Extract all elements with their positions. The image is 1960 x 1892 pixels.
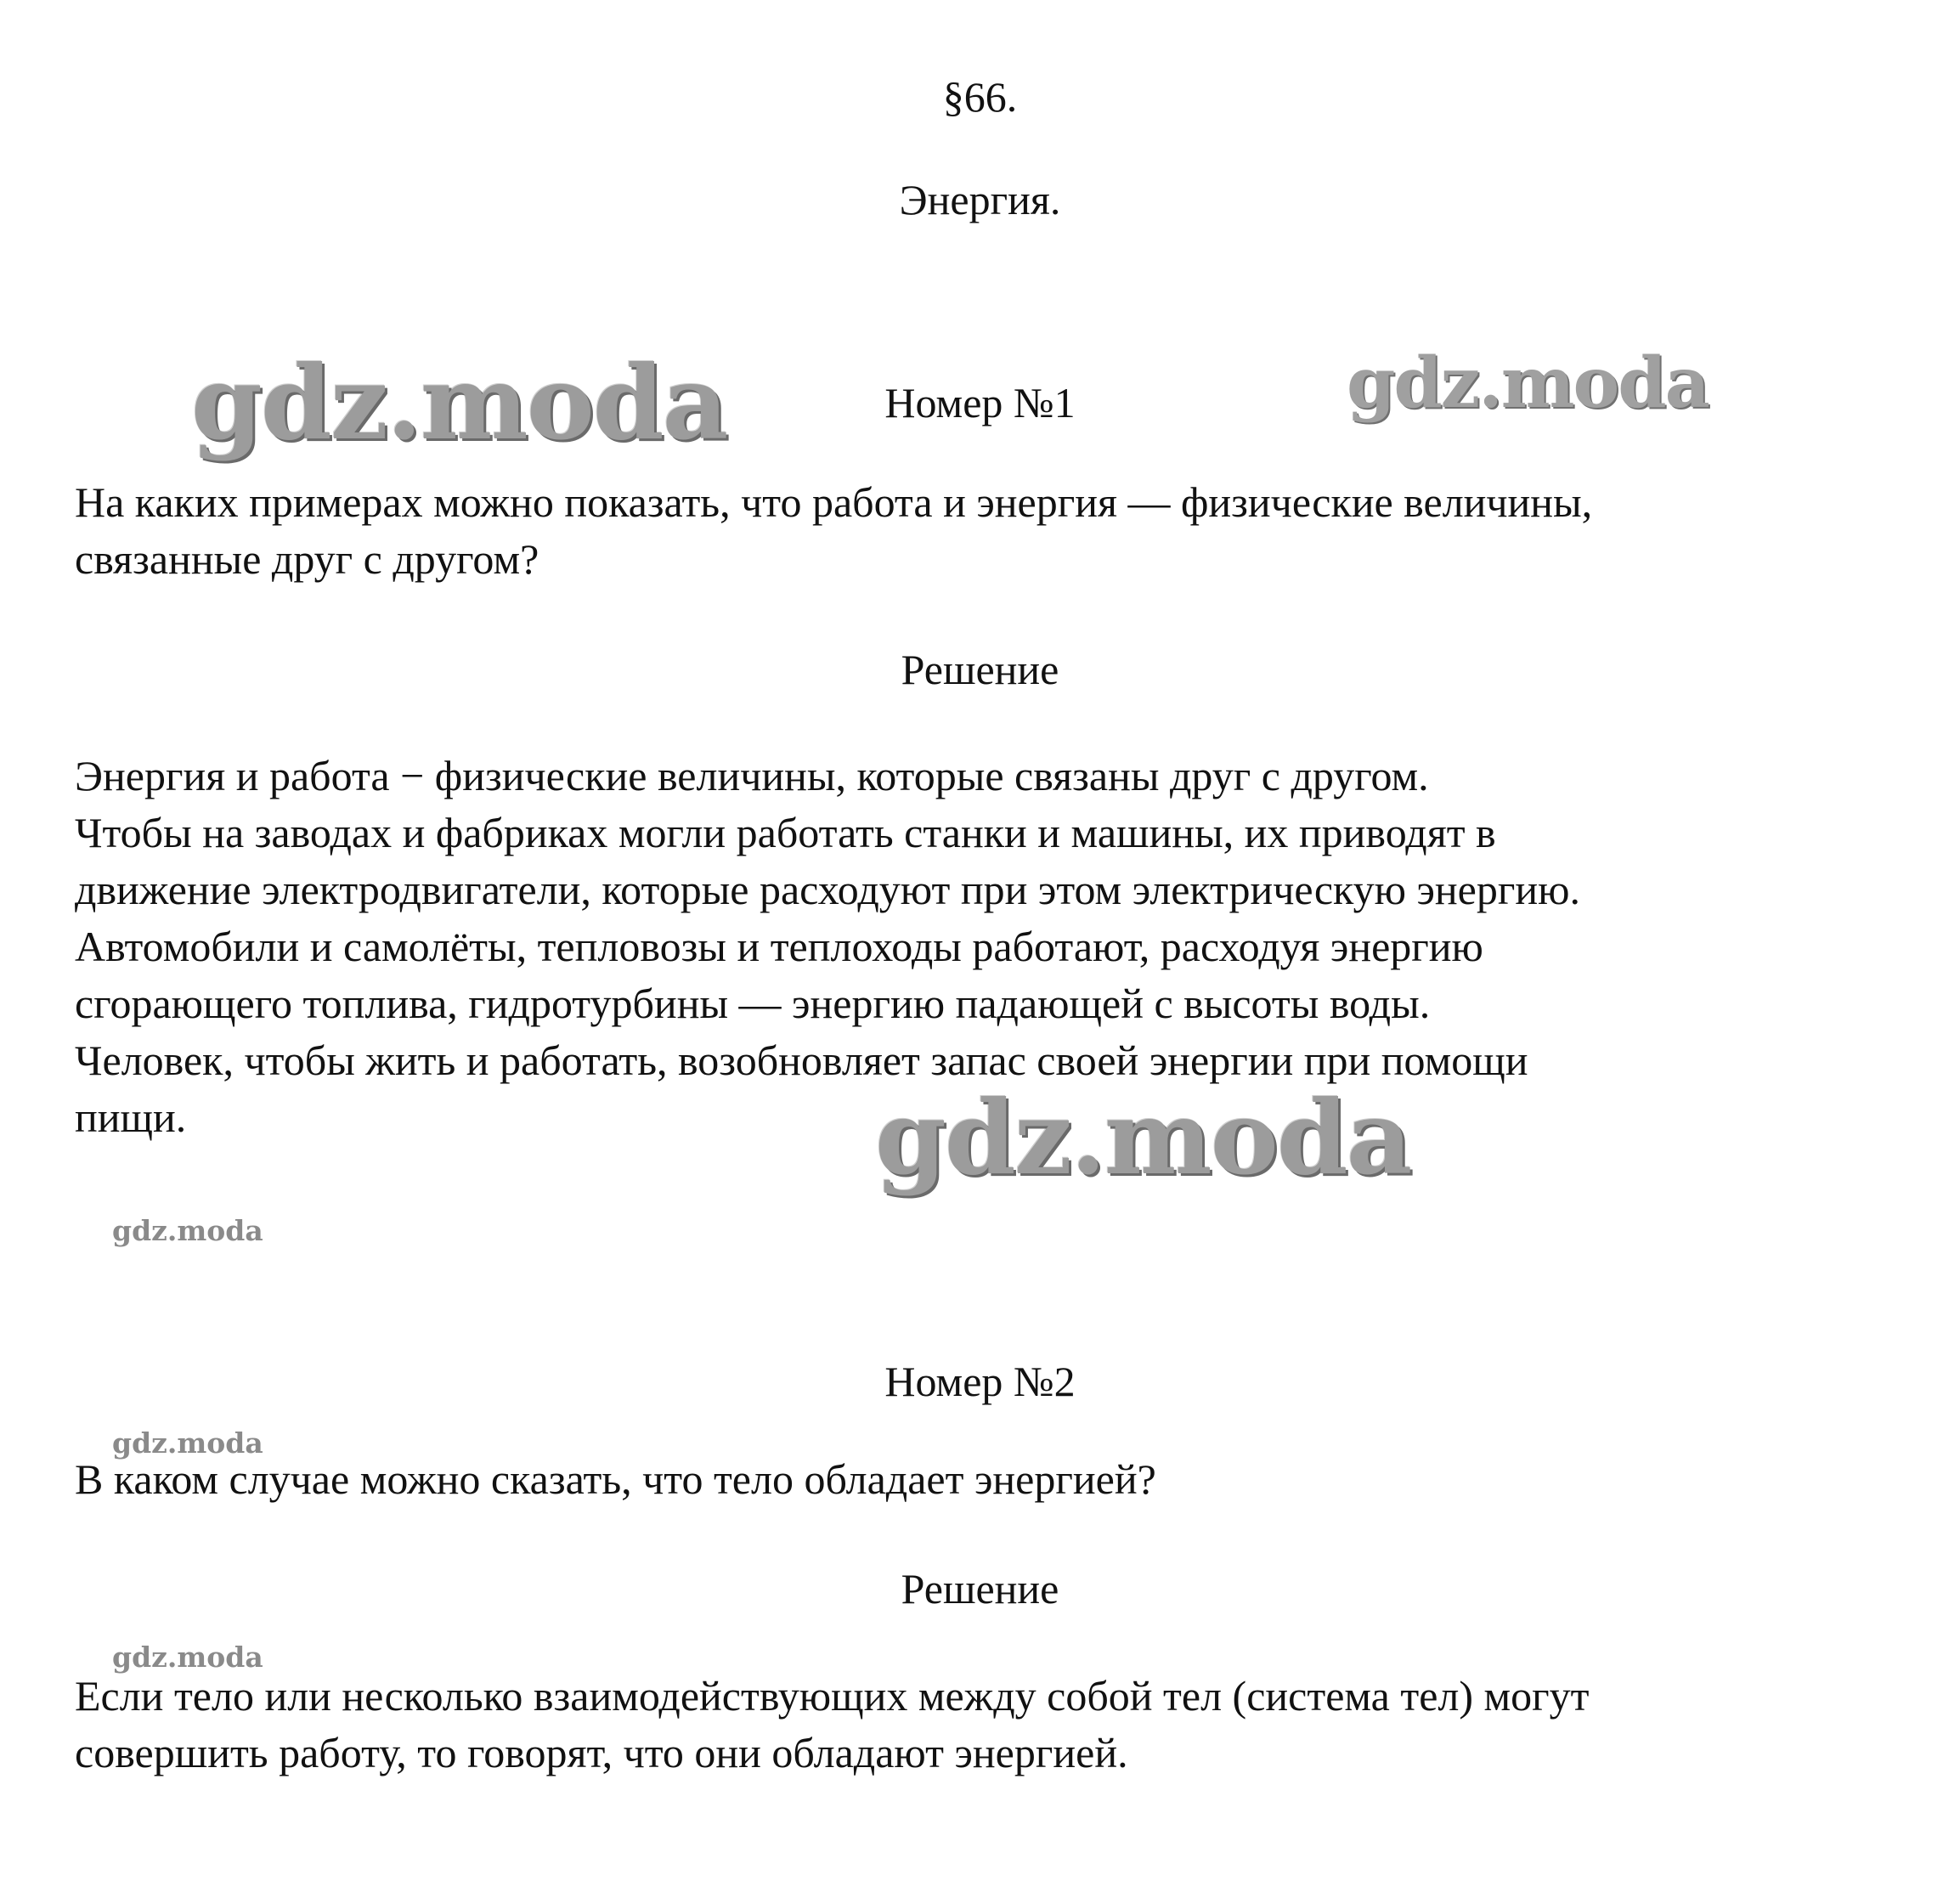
- answer-line: Человек, чтобы жить и работать, возобновляет запас своей энергии при помощи: [75, 1036, 1528, 1084]
- task-1-question: [75, 474, 1592, 588]
- watermark: gdz.moda: [1347, 342, 1709, 424]
- watermark: gdz.moda: [112, 1214, 263, 1247]
- answer-line: Энергия и работа − физические величины, которые связаны друг с другом.: [75, 752, 1429, 799]
- answer-line: Если тело или несколько взаимодействующих между собой тел (система тел) могут: [75, 1672, 1590, 1720]
- question-line: связанные друг с другом?: [75, 535, 539, 583]
- answer-line: сгорающего топлива, гидротурбины — энергию падающей с высоты воды.: [75, 980, 1431, 1027]
- section-number: §66.: [942, 73, 1018, 121]
- question-line: В каком случае можно сказать, что тело обладает энергией?: [75, 1455, 1156, 1503]
- watermark: gdz.moda: [191, 343, 727, 463]
- watermark: gdz.moda: [875, 1078, 1411, 1198]
- answer-line: Автомобили и самолёты, тепловозы и теплоходы работают, расходуя энергию: [75, 923, 1483, 970]
- answer-line: Чтобы на заводах и фабриках могли работать станки и машины, их приводят в: [75, 809, 1496, 856]
- watermark: gdz.moda: [112, 1641, 263, 1674]
- task-2-number: Номер №2: [884, 1358, 1076, 1405]
- task-1-number: Номер №1: [884, 379, 1076, 426]
- topic-title: Энергия.: [899, 176, 1061, 223]
- question-line: На каких примерах можно показать, что работа и энергия — физические величины,: [75, 478, 1593, 526]
- task-2-solution-label: Решение: [901, 1565, 1059, 1612]
- answer-line: движение электродвигатели, которые расходуют при этом электрическую энергию.: [75, 866, 1580, 913]
- answer-line: совершить работу, то говорят, что они обладают энергией.: [75, 1729, 1128, 1776]
- answer-line: пищи.: [75, 1093, 187, 1141]
- task-2-answer: [75, 1668, 1590, 1782]
- task-2-question: [75, 1451, 1156, 1508]
- task-1-solution-label: Решение: [901, 646, 1059, 693]
- watermark: gdz.moda: [112, 1426, 263, 1460]
